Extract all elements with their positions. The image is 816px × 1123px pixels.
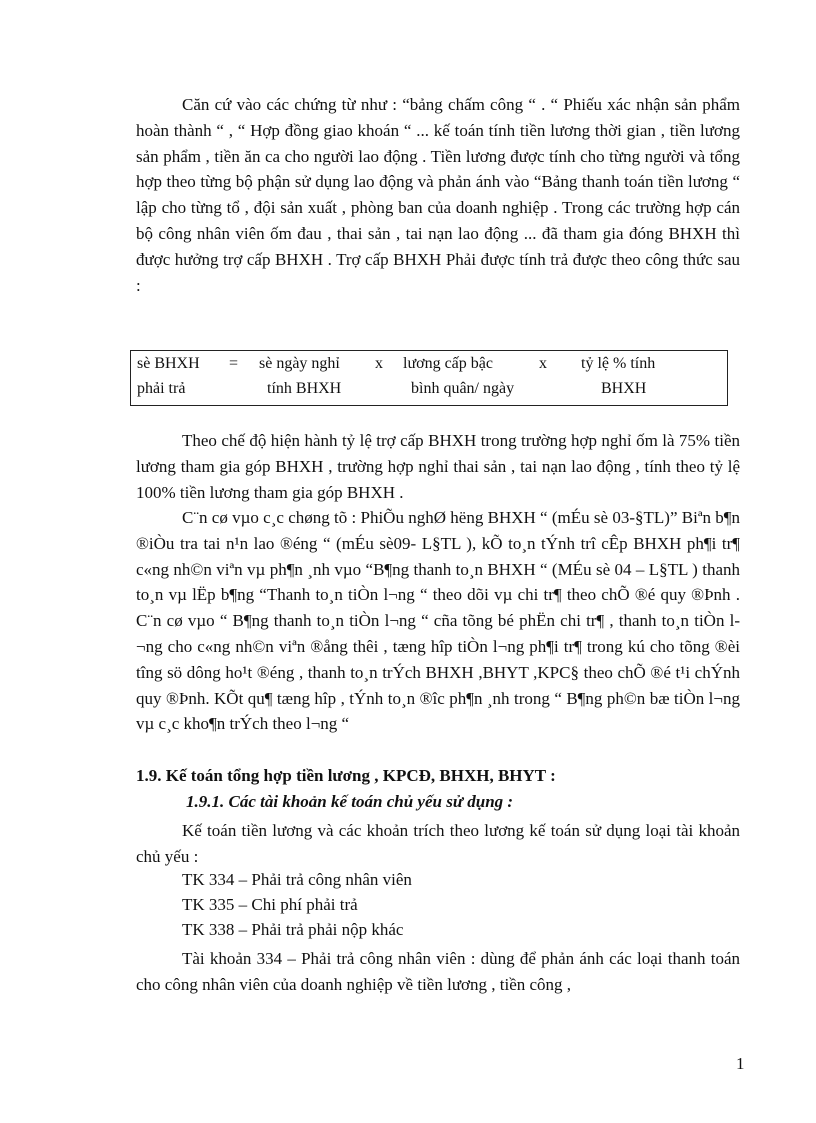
paragraph-benefit-rates: Theo chế độ hiện hành tỷ lệ trợ cấp BHXH trong trường hợp nghỉ ốm là 75% tiền lương tham gia góp BHXH , trường hợp nghỉ thai sản , tai nạn lao động , tính theo tỷ lệ 100% tiền lương tham gia góp BHXH . bbox=[136, 431, 740, 502]
account-item: TK 334 – Phải trả công nhân viên bbox=[182, 870, 412, 889]
bhxh-formula-box bbox=[130, 350, 728, 406]
formula-term1-line1: sè ngày nghỉ bbox=[259, 355, 340, 372]
formula-operator2: x bbox=[539, 355, 547, 372]
formula-term2-line1: lương cấp bậc bbox=[403, 355, 493, 372]
formula-term3-line1: tỷ lệ % tính bbox=[581, 355, 656, 372]
paragraph-account-334: Tài khoản 334 – Phải trả công nhân viên : dùng để phản ánh các loại thanh toán cho công nhân viên của doanh nghiệp về tiền lương , tiền công , bbox=[136, 949, 740, 994]
subsection-heading: 1.9.1. Các tài khoản kế toán chủ yếu sử dụng : bbox=[186, 792, 514, 811]
formula-term1-line2: tính BHXH bbox=[267, 380, 342, 397]
account-item: TK 335 – Chi phí phải trả bbox=[182, 895, 358, 914]
section-heading: 1.9. Kế toán tổng hợp tiền lương , KPCĐ, BHXH, BHYT : bbox=[136, 766, 556, 785]
formula-lhs-line2: phải trả bbox=[137, 380, 186, 397]
page-number: 1 bbox=[736, 1054, 745, 1073]
account-item: TK 338 – Phải trả phải nộp khác bbox=[182, 920, 404, 939]
formula-equals: = bbox=[229, 355, 239, 372]
paragraph-supporting-documents: Căn cứ vào các chứng từ như : “bảng chấm công “ . “ Phiếu xác nhận sản phẩm hoàn thành “ , “ Hợp đồng giao khoán “ ... kế toán tính tiền lương thời gian , tiền lương sản phẩm , tiền ăn ca cho người lao động . Tiền lương được tính cho từng người và tổng hợp theo từng bộ phận sử dụng lao động và phản ánh vào “Bảng thanh toán tiền lương “ lập cho từng tổ , đội sản xuất , phòng ban của doanh nghiệp . Trong các trường hợp cán bộ công nhân viên ốm đau , thai sản , tai nạn lao động ... đã tham gia đóng BHXH thì được hưởng trợ cấp BHXH . Trợ cấp BHXH Phải được tính trả được theo công thức sau : bbox=[136, 95, 740, 295]
formula-term2-line2: bình quân/ ngày bbox=[411, 380, 515, 397]
paragraph-accounts-intro: Kế toán tiền lương và các khoản trích theo lương kế toán sử dụng loại tài khoản chủ yếu : bbox=[136, 821, 740, 866]
formula-term3-line2: BHXH bbox=[601, 380, 647, 397]
paragraph-garbled-encoding: C¨n cø vµo c¸c chøng tõ : PhiÕu nghØ hëng BHXH “ (mÉu sè 03-§TL)” Biªn b¶n ®iÒu tra tai n¹n lao ®éng “ (mÉu sè09- L§TL ), kÕ to¸n tÝnh trî cÊp BHXH ph¶i tr¶ c«ng nh©n viªn vµ ph¶n ¸nh vµo “B¶ng thanh to¸n BHXH “ (MÉu sè 04 – L§TL ) thanh to¸n vµ lËp b¶ng “Thanh to¸n tiÒn l¬ng “ theo dõi vµ chi tr¶ theo chÕ ®é quy ®Þnh . C¨n cø vµo “ B¶ng thanh to¸n tiÒn l¬ng “ cña tõng bé phËn chi tr¶ , thanh to¸n tiÒn l¬ng cho c«ng nh©n viªn ®ång thêi , tæng hîp tiÒn l¬ng ph¶i tr¶ trong kú cho tõng ®èi tîng sö dông ho¹t ®éng , thanh to¸n trÝch BHXH ,BHYT ,KPC§ theo chÕ ®é t¹i chÝnh quy ®Þnh. KÕt qu¶ tæng hîp , tÝnh to¸n ®îc ph¶n ¸nh trong “ B¶ng ph©n bæ tiÒn l¬ng vµ c¸c kho¶n trÝch theo l¬ng “ bbox=[136, 508, 740, 734]
formula-lhs-line1: sè BHXH bbox=[137, 355, 200, 372]
formula-operator1: x bbox=[375, 355, 383, 372]
